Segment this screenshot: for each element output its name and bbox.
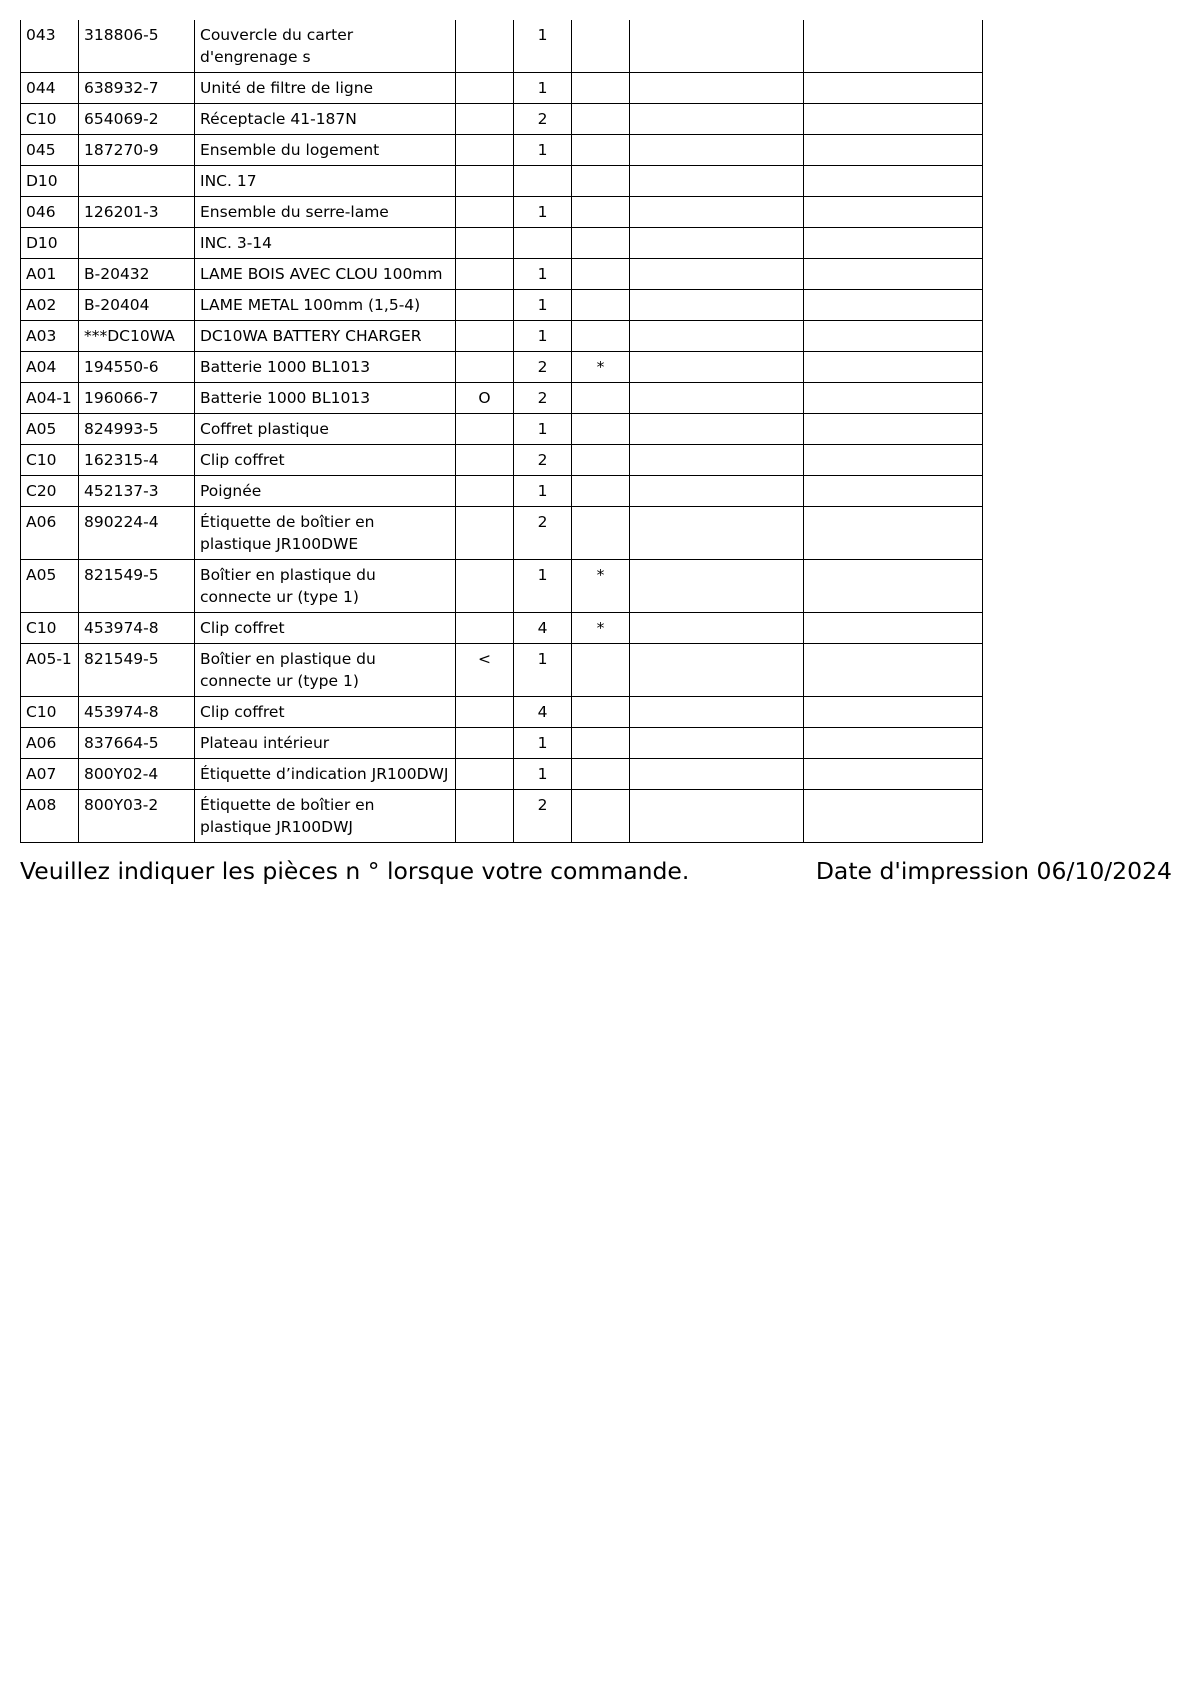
cell-blank xyxy=(804,290,983,321)
cell-ref-no: A02 xyxy=(21,290,79,321)
cell-note-mark xyxy=(572,321,630,352)
cell-quantity: 1 xyxy=(514,135,572,166)
cell-blank xyxy=(804,197,983,228)
cell-description: Plateau intérieur xyxy=(195,728,456,759)
cell-ref-no: 043 xyxy=(21,20,79,73)
cell-ref-no: C10 xyxy=(21,613,79,644)
cell-quantity xyxy=(514,228,572,259)
cell-quantity: 1 xyxy=(514,197,572,228)
order-note: Veuillez indiquer les pièces n ° lorsque votre commande. xyxy=(20,857,690,885)
cell-ref-no: C10 xyxy=(21,104,79,135)
cell-note-mark xyxy=(572,728,630,759)
cell-quantity: 4 xyxy=(514,613,572,644)
cell-option xyxy=(456,20,514,73)
cell-blank xyxy=(630,228,804,259)
cell-quantity: 1 xyxy=(514,259,572,290)
table-row xyxy=(21,644,983,697)
cell-note-mark xyxy=(572,414,630,445)
cell-ref-no: 045 xyxy=(21,135,79,166)
cell-blank xyxy=(804,135,983,166)
table-row xyxy=(21,20,983,73)
cell-blank xyxy=(630,259,804,290)
cell-blank xyxy=(804,73,983,104)
cell-note-mark xyxy=(572,104,630,135)
cell-blank xyxy=(630,728,804,759)
cell-blank xyxy=(804,166,983,197)
print-date: Date d'impression 06/10/2024 xyxy=(815,857,1172,885)
cell-option xyxy=(456,104,514,135)
cell-quantity: 4 xyxy=(514,697,572,728)
cell-part-no: 162315-4 xyxy=(79,445,195,476)
table-row xyxy=(21,445,983,476)
cell-blank xyxy=(804,20,983,73)
cell-blank xyxy=(804,228,983,259)
table-row xyxy=(21,476,983,507)
cell-blank xyxy=(804,104,983,135)
cell-option xyxy=(456,560,514,613)
cell-blank xyxy=(630,759,804,790)
cell-description: Unité de filtre de ligne xyxy=(195,73,456,104)
cell-option xyxy=(456,790,514,843)
cell-ref-no: 044 xyxy=(21,73,79,104)
cell-note-mark xyxy=(572,507,630,560)
cell-note-mark xyxy=(572,197,630,228)
cell-quantity: 1 xyxy=(514,290,572,321)
cell-part-no: 821549-5 xyxy=(79,644,195,697)
cell-description: Boîtier en plastique du connecte ur (type 1) xyxy=(195,560,456,613)
cell-quantity: 2 xyxy=(514,352,572,383)
cell-note-mark xyxy=(572,290,630,321)
cell-description: Couvercle du carter d'engrenage s xyxy=(195,20,456,73)
cell-option xyxy=(456,697,514,728)
cell-blank xyxy=(630,166,804,197)
cell-blank xyxy=(804,352,983,383)
cell-blank xyxy=(630,414,804,445)
cell-quantity: 1 xyxy=(514,73,572,104)
cell-option xyxy=(456,759,514,790)
cell-part-no: 638932-7 xyxy=(79,73,195,104)
cell-quantity: 1 xyxy=(514,414,572,445)
cell-blank xyxy=(630,73,804,104)
cell-part-no: 800Y02-4 xyxy=(79,759,195,790)
cell-description: INC. 3-14 xyxy=(195,228,456,259)
cell-description: Boîtier en plastique du connecte ur (type 1) xyxy=(195,644,456,697)
cell-note-mark xyxy=(572,790,630,843)
cell-quantity: 1 xyxy=(514,321,572,352)
cell-blank xyxy=(630,321,804,352)
table-row xyxy=(21,352,983,383)
cell-quantity: 1 xyxy=(514,644,572,697)
table-row xyxy=(21,383,983,414)
cell-option: < xyxy=(456,644,514,697)
cell-description: Étiquette d’indication JR100DWJ xyxy=(195,759,456,790)
cell-blank xyxy=(630,20,804,73)
cell-description: INC. 17 xyxy=(195,166,456,197)
cell-option xyxy=(456,507,514,560)
cell-ref-no: A05 xyxy=(21,414,79,445)
cell-quantity: 1 xyxy=(514,728,572,759)
table-row xyxy=(21,759,983,790)
cell-blank xyxy=(804,697,983,728)
cell-part-no: 194550-6 xyxy=(79,352,195,383)
cell-blank xyxy=(804,321,983,352)
cell-quantity: 1 xyxy=(514,759,572,790)
cell-note-mark: * xyxy=(572,352,630,383)
cell-quantity: 2 xyxy=(514,104,572,135)
cell-part-no: 196066-7 xyxy=(79,383,195,414)
cell-note-mark xyxy=(572,135,630,166)
cell-description: Batterie 1000 BL1013 xyxy=(195,352,456,383)
cell-part-no: 837664-5 xyxy=(79,728,195,759)
cell-description: Clip coffret xyxy=(195,445,456,476)
cell-part-no: 453974-8 xyxy=(79,697,195,728)
cell-ref-no: 046 xyxy=(21,197,79,228)
cell-ref-no: C10 xyxy=(21,445,79,476)
cell-option xyxy=(456,476,514,507)
cell-blank xyxy=(630,790,804,843)
cell-part-no xyxy=(79,166,195,197)
cell-part-no: 318806-5 xyxy=(79,20,195,73)
cell-description: Étiquette de boîtier en plastique JR100DWE xyxy=(195,507,456,560)
cell-part-no: 187270-9 xyxy=(79,135,195,166)
cell-part-no: 453974-8 xyxy=(79,613,195,644)
cell-quantity xyxy=(514,166,572,197)
cell-option xyxy=(456,73,514,104)
cell-blank xyxy=(630,445,804,476)
cell-note-mark: * xyxy=(572,560,630,613)
cell-ref-no: A04-1 xyxy=(21,383,79,414)
cell-part-no: ***DC10WA xyxy=(79,321,195,352)
cell-quantity: 1 xyxy=(514,560,572,613)
cell-blank xyxy=(630,613,804,644)
cell-option xyxy=(456,135,514,166)
cell-option xyxy=(456,259,514,290)
cell-option xyxy=(456,445,514,476)
cell-blank xyxy=(804,414,983,445)
table-row xyxy=(21,135,983,166)
table-row xyxy=(21,560,983,613)
table-row xyxy=(21,728,983,759)
table-row xyxy=(21,507,983,560)
cell-note-mark xyxy=(572,166,630,197)
cell-option xyxy=(456,228,514,259)
cell-blank xyxy=(630,135,804,166)
cell-description: Coffret plastique xyxy=(195,414,456,445)
cell-ref-no: A05-1 xyxy=(21,644,79,697)
cell-description: Étiquette de boîtier en plastique JR100DWJ xyxy=(195,790,456,843)
cell-quantity: 2 xyxy=(514,445,572,476)
cell-blank xyxy=(630,697,804,728)
cell-note-mark xyxy=(572,73,630,104)
cell-blank xyxy=(804,644,983,697)
table-row xyxy=(21,414,983,445)
table-row xyxy=(21,228,983,259)
cell-blank xyxy=(630,104,804,135)
cell-option xyxy=(456,352,514,383)
cell-quantity: 2 xyxy=(514,507,572,560)
table-row xyxy=(21,321,983,352)
cell-description: Clip coffret xyxy=(195,613,456,644)
cell-ref-no: A01 xyxy=(21,259,79,290)
cell-blank xyxy=(804,728,983,759)
cell-quantity: 1 xyxy=(514,476,572,507)
cell-option: O xyxy=(456,383,514,414)
cell-note-mark xyxy=(572,20,630,73)
cell-blank xyxy=(630,197,804,228)
cell-option xyxy=(456,728,514,759)
cell-ref-no: A07 xyxy=(21,759,79,790)
cell-blank xyxy=(630,476,804,507)
cell-description: DC10WA BATTERY CHARGER xyxy=(195,321,456,352)
cell-note-mark xyxy=(572,697,630,728)
table-row xyxy=(21,790,983,843)
cell-note-mark xyxy=(572,228,630,259)
cell-blank xyxy=(630,290,804,321)
cell-ref-no: C20 xyxy=(21,476,79,507)
cell-blank xyxy=(804,759,983,790)
cell-part-no: 800Y03-2 xyxy=(79,790,195,843)
cell-option xyxy=(456,613,514,644)
cell-quantity: 2 xyxy=(514,383,572,414)
cell-option xyxy=(456,321,514,352)
table-row xyxy=(21,73,983,104)
table-row xyxy=(21,290,983,321)
table-row xyxy=(21,697,983,728)
cell-ref-no: A06 xyxy=(21,728,79,759)
cell-blank xyxy=(804,560,983,613)
cell-blank xyxy=(804,445,983,476)
cell-option xyxy=(456,414,514,445)
cell-quantity: 2 xyxy=(514,790,572,843)
parts-table xyxy=(20,20,983,843)
cell-ref-no: A05 xyxy=(21,560,79,613)
cell-option xyxy=(456,166,514,197)
table-row xyxy=(21,166,983,197)
cell-blank xyxy=(630,383,804,414)
cell-part-no xyxy=(79,228,195,259)
cell-option xyxy=(456,197,514,228)
cell-ref-no: A08 xyxy=(21,790,79,843)
cell-note-mark xyxy=(572,644,630,697)
table-row xyxy=(21,613,983,644)
cell-part-no: 654069-2 xyxy=(79,104,195,135)
cell-ref-no: D10 xyxy=(21,228,79,259)
cell-description: Réceptacle 41-187N xyxy=(195,104,456,135)
cell-blank xyxy=(630,644,804,697)
cell-quantity: 1 xyxy=(514,20,572,73)
cell-blank xyxy=(630,507,804,560)
cell-part-no: 821549-5 xyxy=(79,560,195,613)
cell-description: LAME METAL 100mm (1,5-4) xyxy=(195,290,456,321)
table-row xyxy=(21,259,983,290)
cell-blank xyxy=(804,790,983,843)
cell-option xyxy=(456,290,514,321)
cell-ref-no: A04 xyxy=(21,352,79,383)
cell-note-mark xyxy=(572,259,630,290)
cell-ref-no: C10 xyxy=(21,697,79,728)
table-row xyxy=(21,104,983,135)
cell-description: Batterie 1000 BL1013 xyxy=(195,383,456,414)
cell-blank xyxy=(804,383,983,414)
cell-note-mark xyxy=(572,383,630,414)
cell-part-no: B-20432 xyxy=(79,259,195,290)
cell-ref-no: A03 xyxy=(21,321,79,352)
cell-part-no: 452137-3 xyxy=(79,476,195,507)
cell-blank xyxy=(804,476,983,507)
cell-part-no: 126201-3 xyxy=(79,197,195,228)
table-row xyxy=(21,197,983,228)
cell-note-mark xyxy=(572,445,630,476)
cell-blank xyxy=(804,507,983,560)
cell-description: LAME BOIS AVEC CLOU 100mm xyxy=(195,259,456,290)
cell-description: Ensemble du serre-lame xyxy=(195,197,456,228)
cell-note-mark xyxy=(572,476,630,507)
cell-note-mark xyxy=(572,759,630,790)
cell-part-no: B-20404 xyxy=(79,290,195,321)
parts-table-body xyxy=(21,20,983,843)
cell-ref-no: A06 xyxy=(21,507,79,560)
cell-part-no: 824993-5 xyxy=(79,414,195,445)
cell-part-no: 890224-4 xyxy=(79,507,195,560)
cell-description: Clip coffret xyxy=(195,697,456,728)
cell-note-mark: * xyxy=(572,613,630,644)
cell-blank xyxy=(630,560,804,613)
cell-description: Ensemble du logement xyxy=(195,135,456,166)
cell-ref-no: D10 xyxy=(21,166,79,197)
cell-blank xyxy=(630,352,804,383)
cell-blank xyxy=(804,259,983,290)
cell-description: Poignée xyxy=(195,476,456,507)
cell-blank xyxy=(804,613,983,644)
